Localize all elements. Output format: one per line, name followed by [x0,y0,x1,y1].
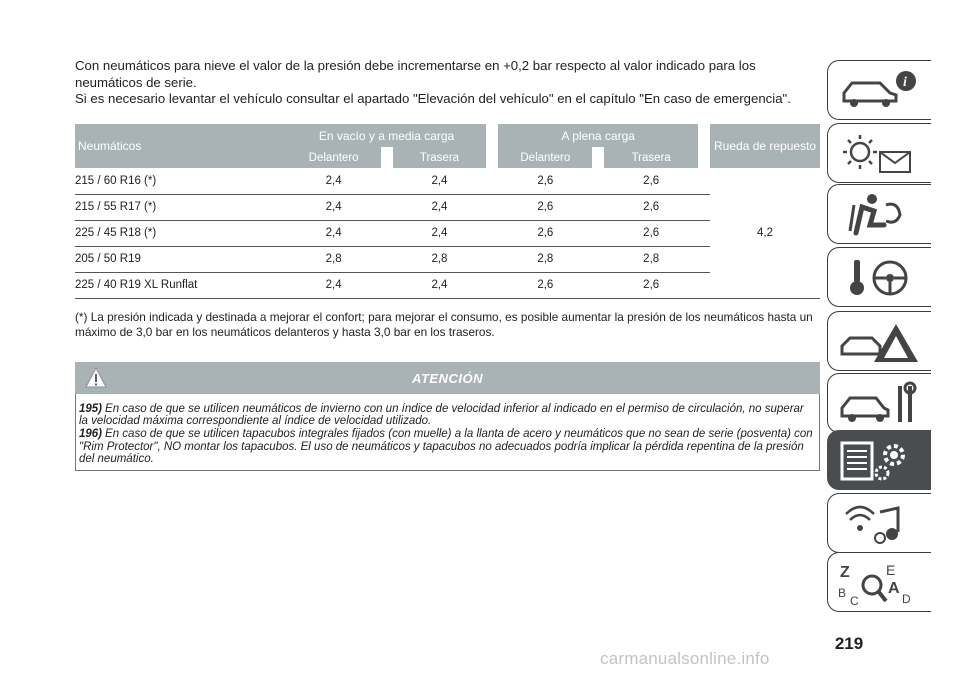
header-full-rear: Trasera [604,147,698,168]
warning-title: ATENCIÓN [412,371,483,386]
header-gap [486,124,498,168]
tab-index[interactable] [827,552,931,612]
header-empty-front: Delantero [287,147,381,168]
empty-rear-value: 2,4 [393,168,487,194]
cell-gap [698,272,710,298]
cell-gap [381,194,393,220]
svg-text:A: A [888,580,900,597]
warning-item-number: 196) [79,428,103,441]
svg-text:B: B [838,586,847,600]
full-rear-value: 2,6 [604,168,698,194]
airbag-seat-icon [836,191,922,239]
full-front-value: 2,6 [498,194,592,220]
table-row [75,246,820,272]
empty-rear-value: 2,8 [393,246,487,272]
empty-rear-value: 2,4 [393,272,487,298]
cell-gap [592,246,604,272]
svg-text:E: E [886,562,896,578]
header-full-front: Delantero [498,147,592,168]
tab-emergency[interactable] [827,311,931,371]
snow-tyre-note: Con neumáticos para nieve el valor de la presión debe incrementarse en +0,2 bar respecto al valor indicado para los neumáticos de serie. [75,58,756,90]
tab-technical-data[interactable] [827,430,931,490]
header-full-load: A plena carga [498,124,698,147]
key-steering-wheel-icon [836,254,922,302]
tab-maintenance[interactable] [827,373,931,433]
warning-item-text: En caso de que se utilicen neumáticos de invierno con un índice de velocidad inferior al indicado en el permiso de circulación, no superar la velocidad máxima correspondiente al índice de velocidad utilizado. [79,403,804,428]
cell-gap [381,168,393,194]
cell-gap [486,246,498,272]
lifting-note: Si es necesario levantar el vehículo consultar el apartado "Elevación del vehículo" en el capítulo "En caso de emergencia". [75,91,791,106]
tyre-size: 225 / 40 R19 XL Runflat [75,272,287,298]
header-gap [381,147,393,168]
warning-item [79,403,815,427]
technical-data-icon [836,437,922,485]
tyre-size: 225 / 45 R18 (*) [75,220,287,246]
table-row [75,272,820,298]
tab-warning-lights[interactable] [827,123,931,183]
empty-front-value: 2,4 [287,194,381,220]
full-rear-value: 2,8 [604,246,698,272]
cell-gap [698,220,710,246]
full-front-value: 2,6 [498,272,592,298]
car-info-icon [836,67,922,115]
index-icon [836,559,922,607]
cell-gap [592,168,604,194]
tab-car-info[interactable] [827,60,931,120]
header-gap [698,124,710,168]
svg-text:Z: Z [840,564,850,581]
cell-gap [698,246,710,272]
header-empty-load: En vacío y a media carga [287,124,487,147]
cell-gap [486,168,498,194]
tyre-size: 215 / 55 R17 (*) [75,194,287,220]
full-rear-value: 2,6 [604,194,698,220]
warning-item [79,428,815,465]
svg-text:D: D [902,592,911,606]
table-row [75,220,820,246]
tab-starting-driving[interactable] [827,247,931,307]
full-rear-value: 2,6 [604,220,698,246]
cell-gap [486,272,498,298]
warning-item-number: 195) [79,403,103,415]
cell-gap [592,272,604,298]
warning-header [75,362,820,394]
cell-gap [698,194,710,220]
tyre-pressure-table [75,124,820,299]
emergency-triangle-icon [836,318,922,366]
header-spare-wheel: Rueda de repuesto [710,124,820,168]
car-maintenance-icon [836,380,922,428]
header-tyres: Neumáticos [75,124,287,168]
empty-rear-value: 2,4 [393,194,487,220]
warning-box [75,362,820,471]
empty-front-value: 2,4 [287,168,381,194]
cell-gap [592,220,604,246]
header-empty-rear: Trasera [393,147,487,168]
empty-front-value: 2,4 [287,272,381,298]
page-number: 219 [834,634,864,653]
empty-front-value: 2,8 [287,246,381,272]
cell-gap [381,246,393,272]
cell-gap [381,220,393,246]
tyre-size: 205 / 50 R19 [75,246,287,272]
svg-text:C: C [850,594,859,607]
chapter-sidebar [827,0,960,683]
empty-rear-value: 2,4 [393,220,487,246]
warning-lights-icon [836,130,922,178]
cell-gap [592,194,604,220]
full-front-value: 2,8 [498,246,592,272]
table-row [75,194,820,220]
tyre-size: 215 / 60 R16 (*) [75,168,287,194]
full-front-value: 2,6 [498,220,592,246]
cell-gap [698,168,710,194]
table-row [75,168,820,194]
empty-front-value: 2,4 [287,220,381,246]
warning-body [75,394,820,471]
watermark: carmanualsonline.info [600,649,770,668]
full-front-value: 2,6 [498,168,592,194]
warning-item-text: En caso de que se utilicen tapacubos integrales fijados (con muelle) a la llanta de acero y neumáticos que no sean de serie (posventa) con "Rim Protector", NO montar los tapacubos. El uso de neumáticos y tapacubos no adecuados podría implicar la pérdida repentina de la presión del neumático. [79,428,813,465]
header-gap [592,147,604,168]
cell-gap [486,194,498,220]
intro-text [75,58,820,108]
multimedia-icon [836,500,922,548]
table-footnote: (*) La presión indicada y destinada a mejorar el confort; para mejorar el consumo, es posible aumentar la presión de los neumáticos hasta un máximo de 3,0 bar en los neumáticos delanteros y hasta 3,0 bar en los traseros. [75,310,813,339]
full-rear-value: 2,6 [604,272,698,298]
svg-text:i: i [903,75,907,90]
cell-gap [381,272,393,298]
spare-wheel-value: 4,2 [710,168,820,298]
tab-multimedia[interactable] [827,493,931,553]
tab-safety[interactable] [827,184,931,244]
cell-gap [486,220,498,246]
